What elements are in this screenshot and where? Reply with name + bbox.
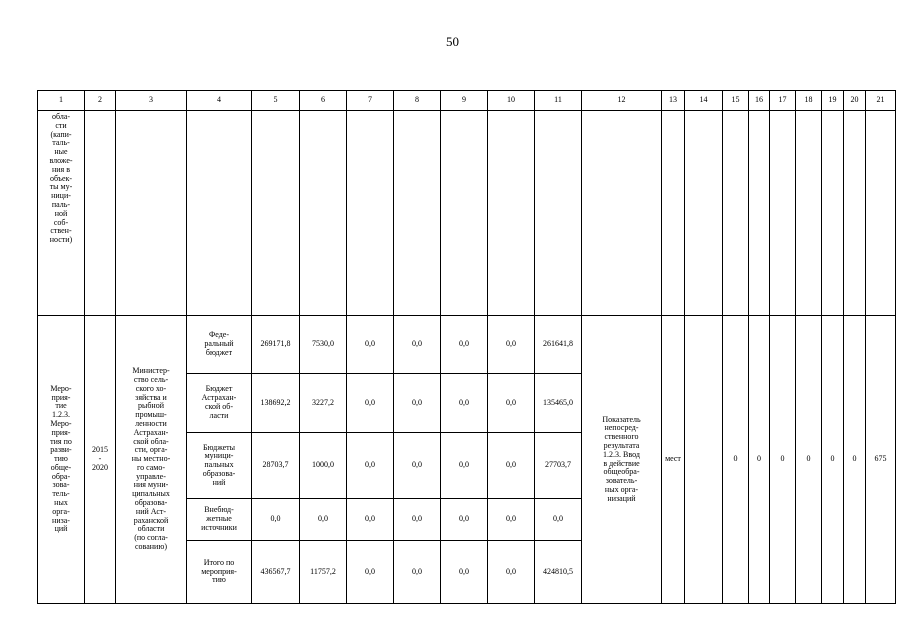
measure-period [85, 316, 116, 604]
measure-period-text: 2015 - 2020 [92, 445, 108, 472]
value-cell: 3227,2 [300, 374, 347, 433]
funding-source-label: Бюджет Астрахан- ской об- ласти [201, 384, 237, 420]
empty-cell [749, 111, 770, 316]
value-cell: 0,0 [441, 374, 488, 433]
target-value-cell: 0 [844, 316, 866, 604]
target-value-cell: 0 [770, 316, 796, 604]
value-cell: 0,0 [441, 541, 488, 604]
header-cell: 20 [844, 91, 866, 111]
target-value-cell: 0 [723, 316, 749, 604]
empty-cell [394, 111, 441, 316]
empty-cell [770, 111, 796, 316]
empty-cell [441, 111, 488, 316]
value-cell: 27703,7 [535, 433, 582, 499]
value-cell: 0,0 [252, 499, 300, 541]
page-number: 50 [446, 34, 459, 49]
empty-cell [187, 111, 252, 316]
value-cell: 0,0 [394, 374, 441, 433]
value-cell: 0,0 [394, 499, 441, 541]
header-cell: 2 [85, 91, 116, 111]
empty-cell [300, 111, 347, 316]
header-cell: 18 [796, 91, 822, 111]
empty-cell [662, 111, 685, 316]
funding-source [187, 499, 252, 541]
value-cell: 0,0 [488, 316, 535, 374]
header-cell: 21 [866, 91, 896, 111]
value-cell: 0,0 [394, 433, 441, 499]
program-table [37, 90, 896, 604]
header-cell: 16 [749, 91, 770, 111]
measure-executor [116, 316, 187, 604]
header-cell: 8 [394, 91, 441, 111]
header-cell: 1 [38, 91, 85, 111]
indicator-cell [582, 316, 662, 604]
header-cell: 5 [252, 91, 300, 111]
measure-name-text: Меро- прия- тие 1.2.3. Меро- прия- тия по разви- тию обще- обра- зова- тель- ных орга- низа- ций [50, 383, 72, 534]
continuation-row [38, 111, 896, 316]
funding-source [187, 374, 252, 433]
empty-cell [685, 316, 723, 604]
header-cell: 11 [535, 91, 582, 111]
empty-cell [116, 111, 187, 316]
funding-source [187, 433, 252, 499]
value-cell: 0,0 [441, 499, 488, 541]
unit-cell: мест [662, 316, 685, 604]
funding-source-label: Феде- ральный бюджет [204, 330, 234, 357]
value-cell: 0,0 [347, 433, 394, 499]
value-cell: 0,0 [535, 499, 582, 541]
empty-cell [723, 111, 749, 316]
value-cell: 0,0 [347, 499, 394, 541]
value-cell: 0,0 [488, 433, 535, 499]
measure-executor-text: Министер- ство сель- ского хо- зяйства и рыбной промыш- ленности Астрахан- ской обла- сти, орга- ны местно- го само- управле- ния муни- ципальных образова- ний Аст- раханской области (по согла- сованию) [131, 366, 171, 552]
empty-cell [582, 111, 662, 316]
continuation-text [38, 111, 85, 316]
value-cell: 0,0 [394, 541, 441, 604]
value-cell: 0,0 [488, 374, 535, 433]
header-cell: 10 [488, 91, 535, 111]
value-cell: 28703,7 [252, 433, 300, 499]
funding-source-label: Бюджеты муници- пальных образова- ний [202, 442, 236, 487]
funding-source [187, 541, 252, 604]
value-cell: 0,0 [441, 316, 488, 374]
funding-source [187, 316, 252, 374]
value-cell: 0,0 [347, 541, 394, 604]
target-value-cell: 0 [822, 316, 844, 604]
target-value-cell: 675 [866, 316, 896, 604]
header-cell: 6 [300, 91, 347, 111]
empty-cell [488, 111, 535, 316]
value-cell: 0,0 [488, 541, 535, 604]
indicator-text: Показатель непосред- ственного результата 1.2.3. Ввод в действие общеобра- зователь- ных орга- низаций [602, 414, 641, 503]
value-cell: 7530,0 [300, 316, 347, 374]
value-cell: 424810,5 [535, 541, 582, 604]
value-cell: 135465,0 [535, 374, 582, 433]
table-row [38, 316, 896, 374]
header-cell: 9 [441, 91, 488, 111]
value-cell: 11757,2 [300, 541, 347, 604]
value-cell: 261641,8 [535, 316, 582, 374]
value-cell: 0,0 [441, 433, 488, 499]
value-cell: 0,0 [394, 316, 441, 374]
empty-cell [822, 111, 844, 316]
empty-cell [685, 111, 723, 316]
empty-cell [85, 111, 116, 316]
continuation-label: обла- сти (капи- таль- ные вложе- ния в объек- ты му- ници- паль- ной соб- ствен- ности) [49, 112, 73, 245]
target-value-cell: 0 [796, 316, 822, 604]
empty-cell [535, 111, 582, 316]
empty-cell [796, 111, 822, 316]
header-cell: 14 [685, 91, 723, 111]
target-value-cell: 0 [749, 316, 770, 604]
header-cell: 13 [662, 91, 685, 111]
value-cell: 0,0 [347, 316, 394, 374]
value-cell: 0,0 [488, 499, 535, 541]
header-cell: 17 [770, 91, 796, 111]
empty-cell [844, 111, 866, 316]
header-cell: 12 [582, 91, 662, 111]
value-cell: 0,0 [300, 499, 347, 541]
measure-name [38, 316, 85, 604]
value-cell: 269171,8 [252, 316, 300, 374]
value-cell: 1000,0 [300, 433, 347, 499]
funding-source-label: Внебюд- жетные источники [201, 505, 237, 532]
header-cell: 15 [723, 91, 749, 111]
header-cell: 3 [116, 91, 187, 111]
funding-source-label: Итого по мероприя- тию [201, 557, 237, 585]
header-cell: 19 [822, 91, 844, 111]
value-cell: 436567,7 [252, 541, 300, 604]
header-row [38, 91, 896, 111]
value-cell: 138692,2 [252, 374, 300, 433]
header-cell: 4 [187, 91, 252, 111]
empty-cell [252, 111, 300, 316]
header-cell: 7 [347, 91, 394, 111]
empty-cell [347, 111, 394, 316]
value-cell: 0,0 [347, 374, 394, 433]
empty-cell [866, 111, 896, 316]
